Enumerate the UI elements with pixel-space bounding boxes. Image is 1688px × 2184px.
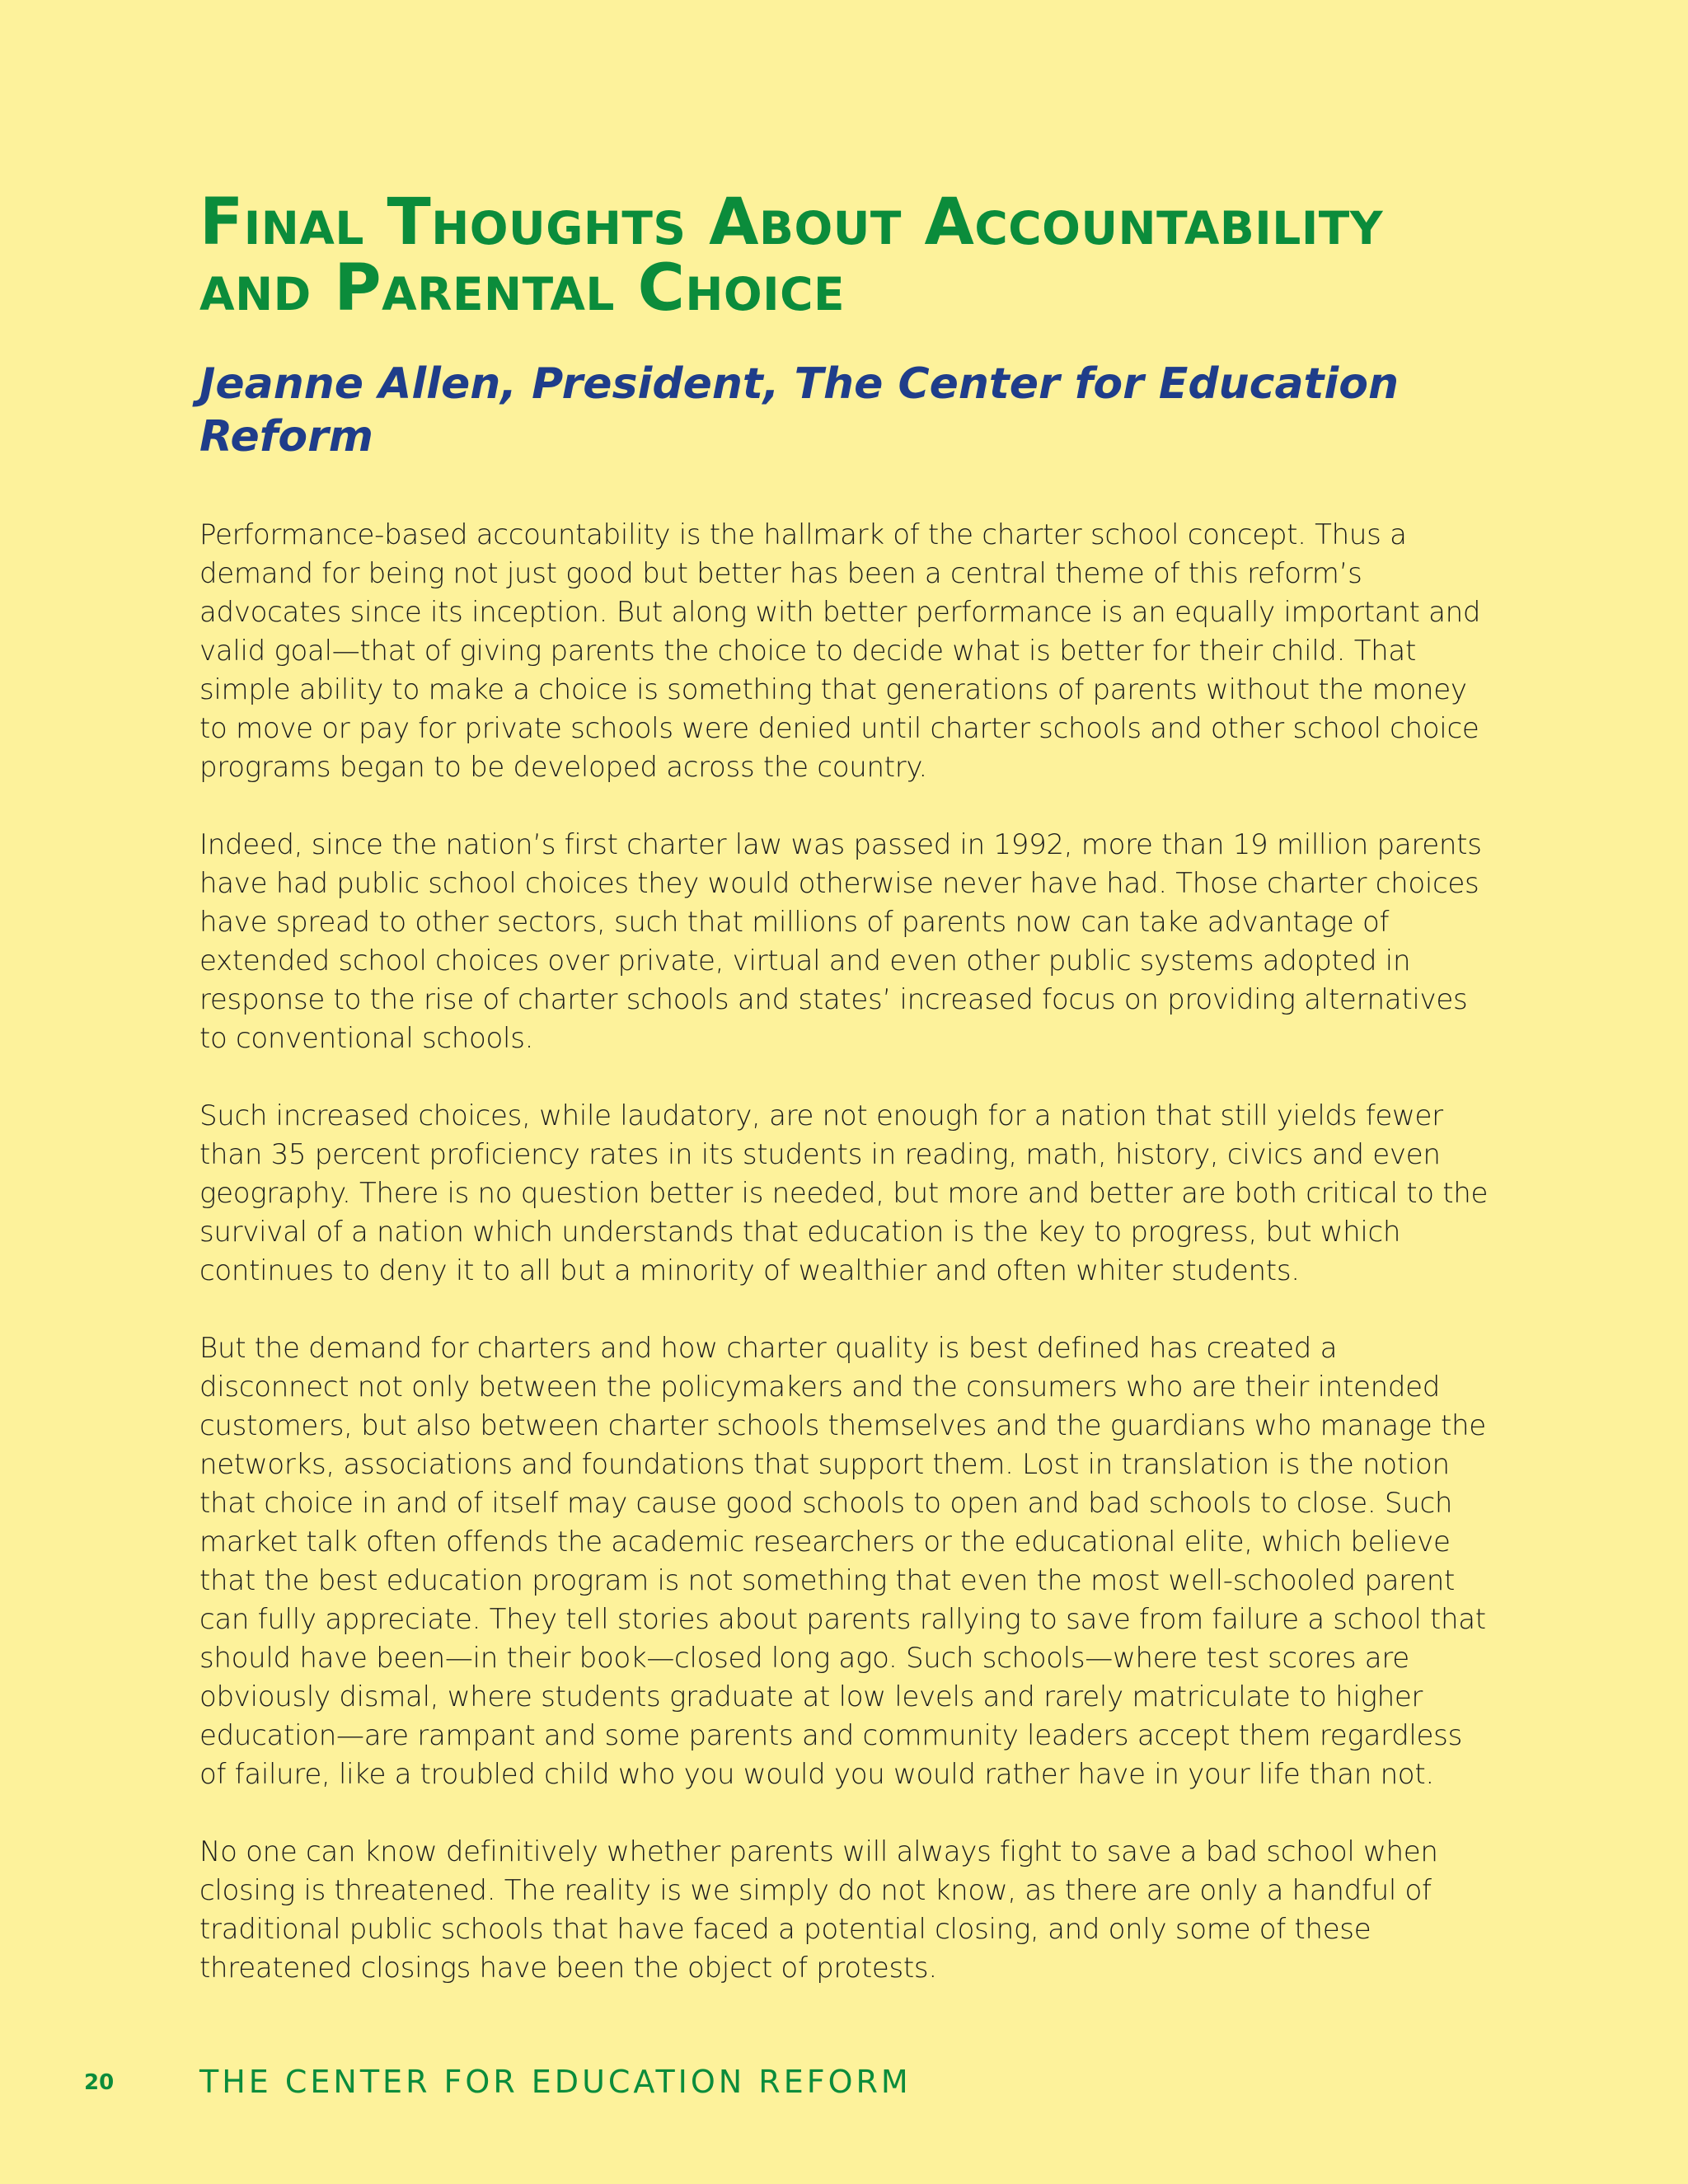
paragraph: But the demand for charters and how charter quality is best defined has created a disconnect not only between the policymakers and the consumers who are their intended customers, but also between charter schools themselves and the guardians who manage the networks, associations and foundations that support them. Lost in translation is the notion that choice in and of itself may cause good schools to open and bad schools to close. Such market talk often offends the academic researchers or the educational elite, which believe that the best education program is not something that even the most well-schooled parent can fully appreciate. They tell stories about parents rallying to save from failure a school that should have been—in their book—closed long ago. Such schools—where test scores are obviously dismal, where students graduate at low levels and rarely matriculate to higher education—are rampant and some parents and community leaders accept them regardless of failure, like a troubled child who you would you would rather have in your life than not. — [199, 1332, 1486, 1791]
page-number: 20 — [84, 2070, 115, 2095]
paragraph: Such increased choices, while laudatory, are not enough for a nation that still yields fewer than 35 percent proficiency rates in its students in reading, math, history, civics and even geography. There is no question better is needed, but more and better are both critical to the survival of a nation which understands that education is the key to progress, but which continues to deny it to all but a minority of wealthier and often whiter students. — [199, 1099, 1489, 1287]
article-body — [199, 516, 1493, 1988]
page-footer — [0, 2064, 1688, 2105]
article — [199, 185, 1493, 2027]
paragraph: Indeed, since the nation’s first charter law was passed in 1992, more than 19 million parents have had public school choices they would otherwise never have had. Those charter choices have spread to other sectors, such that millions of parents now can take advantage of extended school choices over private, virtual and even other public systems adopted in response to the rise of charter schools and states’ increased focus on providing alternatives to conventional schools. — [199, 828, 1482, 1055]
paragraph: Performance-based accountability is the hallmark of the charter school concept. Thus a demand for being not just good but better has been a central theme of this reform’s advocates since its inception. But along with better performance is an equally important and valid goal—that of giving parents the choice to decide what is better for their child. That simple ability to make a choice is something that generations of parents without the money to move or pay for private schools were denied until charter schools and other school choice programs began to be developed across the country. — [199, 518, 1481, 784]
paragraph: No one can know definitively whether parents will always fight to save a bad school when closing is threatened. The reality is we simply do not know, as there are only a handful of traditional public schools that have faced a potential closing, and only some of these threatened closings have been the object of protests. — [199, 1835, 1438, 1985]
footer-publication-name: THE CENTER FOR EDUCATION REFORM — [199, 2064, 912, 2100]
article-title: Final Thoughts About Accountability and Parental Choice — [199, 185, 1384, 326]
article-byline: Jeanne Allen, President, The Center for Education Reform — [199, 359, 1399, 462]
